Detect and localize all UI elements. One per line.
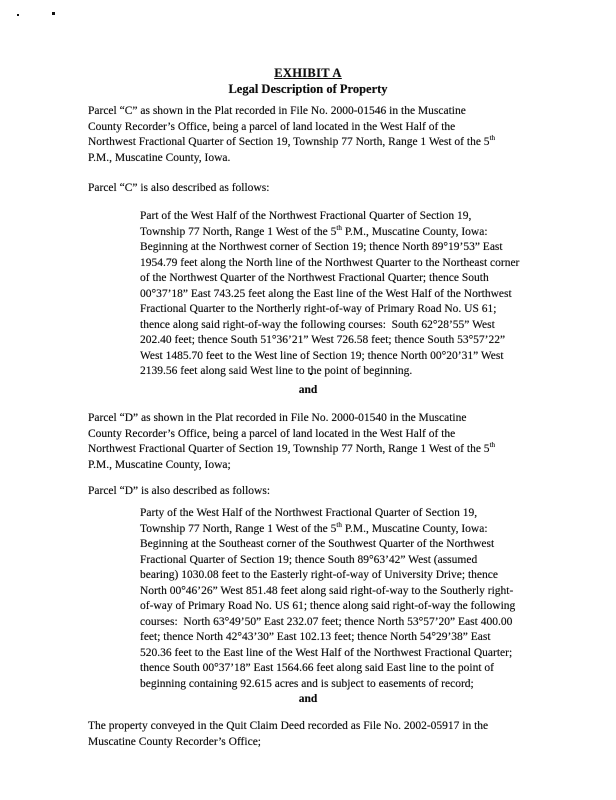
text-line: bearing) 1030.08 feet to the Easterly right-of-way of University Drive; thence — [140, 569, 498, 581]
text-line: The property conveyed in the Quit Claim Deed recorded as File No. 2002-05917 in the — [88, 720, 489, 732]
text-line: 520.36 feet to the East line of the West Half of the Northwest Fractional Quarter; — [140, 646, 513, 659]
text-line: Northwest Fractional Quarter of Section 19, Township 77 North, Range 1 West of the 5th — [88, 134, 496, 148]
text-line: P.M., Muscatine County, Iowa. — [88, 151, 231, 164]
document-subtitle: Legal Description of Property — [228, 81, 388, 96]
text-line: feet; thence North 42°43’30” East 102.13 feet; thence North 54°29’38” East — [140, 631, 491, 643]
text-line: P.M., Muscatine County, Iowa; — [88, 458, 231, 471]
text-line: Muscatine County Recorder’s Office; — [88, 735, 261, 748]
and-separator-2: and — [298, 693, 318, 705]
and-separator-1: and — [298, 384, 318, 396]
text-line: 2139.56 feet along said West line to the point of beginning. — [140, 365, 413, 377]
text-line: Beginning at the Northwest corner of Section 19; thence North 89°19’53” East — [140, 241, 503, 253]
text-line: Parcel “C” as shown in the Plat recorded in File No. 2000-01546 in the Muscatine — [88, 105, 466, 117]
text-line: Township 77 North, Range 1 West of the 5th P.M., Muscatine County, Iowa: — [140, 223, 488, 238]
text-line: County Recorder’s Office, being a parcel of land located in the West Half of the — [88, 120, 456, 133]
text-line: North 00°46’26” West 851.48 feet along said right-of-way to the Southerly right- — [140, 584, 514, 597]
closing-paragraph — [88, 719, 488, 750]
parcel-c-description-paragraph — [140, 209, 519, 380]
parcel-d-also-described-line — [88, 484, 270, 500]
text-line: West 1485.70 feet to the West line of Section 19; thence North 00°20’31” West — [140, 349, 504, 362]
parcel-d-description-paragraph — [140, 506, 515, 692]
text-line: thence South 00°37’18” East 1564.66 feet along said East line to the point of — [140, 662, 494, 674]
text-line: Fractional Quarter of Section 19; thence South 89°63’42” West (assumed — [140, 553, 478, 566]
text-line: Northwest Fractional Quarter of Section 19, Township 77 North, Range 1 West of the 5th — [88, 441, 496, 455]
text-line: Parcel “D” as shown in the Plat recorded in File No. 2000-01540 in the Muscatine — [88, 412, 467, 424]
exhibit-title: EXHIBIT A — [274, 66, 342, 80]
text-line: Part of the West Half of the Northwest Fractional Quarter of Section 19, — [140, 210, 472, 222]
title-block — [0, 66, 616, 97]
text-line: Township 77 North, Range 1 West of the 5th P.M., Muscatine County, Iowa: — [140, 520, 488, 535]
text-line: 1954.79 feet along the North line of the Northwest Quarter to the Northeast corner — [140, 256, 520, 269]
text-line: thence along said right-of-way the following courses: South 62°28’55” West — [140, 318, 495, 331]
parcel-c-also-described-line — [88, 181, 269, 197]
text-line: 202.40 feet; thence South 51°36’21” West 726.58 feet; thence South 53°57’22” — [140, 334, 506, 346]
parcel-c-intro-paragraph — [88, 104, 495, 166]
text-line: County Recorder’s Office, being a parcel of land located in the West Half of the — [88, 427, 456, 440]
text-line: 00°37’18” East 743.25 feet along the East line of the West Half of the Northwest — [140, 287, 512, 300]
text-line: Party of the West Half of the Northwest Fractional Quarter of Section 19, — [140, 507, 478, 519]
text-line: of-way of Primary Road No. US 61; thence along said right-of-way the following — [140, 600, 516, 612]
text-line: Parcel “D” is also described as follows: — [88, 485, 271, 497]
text-line: Fractional Quarter to the Northerly right-of-way of Primary Road No. US 61; — [140, 303, 497, 315]
text-line: of the Northwest Quarter of the Northwest Fractional Quarter; thence South — [140, 272, 489, 284]
text-line: Beginning at the Southeast corner of the Southwest Quarter of the Northwest — [140, 538, 495, 550]
text-line: courses: North 63°49’50” East 232.07 feet; thence North 53°57’20” East 400.00 — [140, 615, 513, 628]
parcel-d-intro-paragraph — [88, 411, 495, 473]
text-line: beginning containing 92.615 acres and is subject to easements of record; — [140, 677, 474, 690]
text-line: Parcel “C” is also described as follows: — [88, 182, 270, 194]
